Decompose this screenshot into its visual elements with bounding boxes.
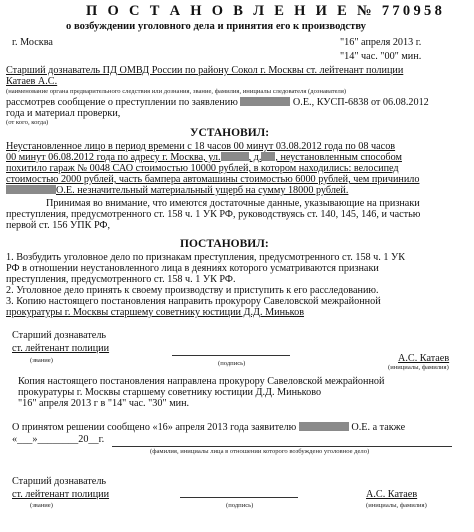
resolved-line-2: РФ в отношении неустановленного лица в деяниях которого усматриваются признаки [6, 263, 379, 274]
rank-caption-2: (звание) [30, 502, 53, 509]
name-caption: (инициалы, фамилия) [388, 364, 449, 371]
redaction-block [6, 185, 56, 194]
rank-caption: (звание) [30, 357, 53, 364]
established-line-4: стоимостью 2000 рублей, часть бампера автомашины стоимостью 6000 рублей, чем причинило [6, 174, 420, 185]
notified-date: «___»________20__г. [12, 434, 105, 445]
redaction-block [261, 152, 275, 161]
review-text: рассмотрев сообщение о преступлении по заявлению [6, 97, 238, 108]
review-line [6, 97, 429, 108]
signer-rank-2: ст. лейтенант полиции [12, 489, 110, 500]
redaction-block [221, 152, 249, 161]
notified-line [12, 422, 405, 433]
officer-name: Катаев А.С. [6, 76, 58, 87]
redaction-block [299, 422, 349, 431]
established-line-5 [6, 185, 348, 196]
document-date: "16" апреля 2013 г. [340, 37, 422, 48]
signature-line-2 [180, 497, 298, 498]
established-line-1: Неустановленное лицо в период времени с 18 часов 00 минут 03.08.2012 года по 08 часов [6, 141, 396, 152]
resolved-line-6: прокуратуры г. Москвы старшему советнику юстиции Д.Д. Миньков [6, 307, 305, 318]
signer-position: Старший дознаватель [12, 330, 107, 341]
officer-caption: (наименование органа предварительного следствия или дознания, звание, фамилия, инициалы следователя (дознавателя) [6, 88, 347, 95]
notified-caption: (фамилия, инициалы лица в отношении которого возбуждено уголовное дело) [150, 448, 370, 455]
address-text: 00 минут 06.08.2012 года по адресу г. Москва, ул. [6, 152, 221, 163]
signer-rank: ст. лейтенант полиции [12, 343, 110, 354]
document-subtitle: о возбуждении уголовного дела и принятия его к производству [66, 21, 366, 32]
resolved-line-3: преступления, предусмотренного ст. 158 ч. 1 УК РФ. [6, 274, 236, 285]
address-tail: , неустановленным способом [275, 152, 402, 163]
resolved-line-1: 1. Возбудить уголовное дело по признакам преступления, предусмотренного ст. 158 ч. 1 УК [6, 252, 406, 263]
officer-line: Старший дознаватель ПД ОМВД России по району Сокол г. Москвы ст. лейтенант полиции [6, 65, 404, 76]
considering-line-3: первой ст. 156 УПК РФ, [6, 220, 111, 231]
name-caption-2: (инициалы, фамилия) [366, 502, 427, 509]
notified-text: О принятом решении сообщено «16» апреля 2013 года заявителю [12, 422, 297, 433]
copy-text: Копия настоящего постановления направлена прокурору Савеловской межрайонной [18, 376, 385, 387]
copy-line-3: "16" апреля 2013 г в "14" час. "30" мин. [18, 398, 190, 409]
signer-name: А.С. Катаев [398, 353, 450, 364]
signer-name-2: А.С. Катаев [366, 489, 418, 500]
resolved-line-5: 3. Копию настоящего постановления направить прокурору Савеловской межрайонной [6, 296, 381, 307]
signature-line [172, 355, 290, 356]
resolved-heading: ПОСТАНОВИЛ: [180, 238, 269, 250]
considering-line-2: преступления, предусмотренного ст. 158 ч. 1 УК РФ, руководствуясь ст. 140, 145, 146, и частью [6, 209, 421, 220]
review-material: года и материал проверки, [6, 108, 121, 119]
copy-line-2: прокуратуры г. Москвы старшему советнику юстиции Д.Д. Миньково [18, 387, 322, 398]
review-ref: О.Е., КУСП-6838 от 06.08.2012 [292, 97, 429, 108]
damage-text: О.Е. незначительный материальный ущерб на сумму 18000 рублей. [56, 185, 349, 196]
review-caption: (от кого, когда) [6, 119, 49, 126]
address-house: , д. [248, 152, 262, 163]
copy-line-1 [18, 376, 384, 387]
notified-name: О.Е. а также [351, 422, 406, 433]
established-line-2 [6, 152, 402, 163]
resolved-line-4: 2. Уголовное дело принять к своему производству и приступить к его расследованию. [6, 285, 379, 296]
redaction-block [240, 97, 290, 106]
document-title: П О С Т А Н О В Л Е Н И Е № 770958 [86, 3, 446, 19]
established-heading: УСТАНОВИЛ: [190, 127, 270, 139]
established-line-3: похитило гараж № 0048 САО стоимостью 10000 рублей, в котором находились: велосипед [6, 163, 399, 174]
considering-line-1: Принимая во внимание, что имеются достаточные данные, указывающие на признаки [46, 198, 420, 209]
signature-caption-2: (подпись) [226, 502, 254, 509]
city: г. Москва [12, 37, 53, 48]
signature-caption: (подпись) [218, 360, 246, 367]
signer-position-2: Старший дознаватель [12, 476, 107, 487]
notified-blank-line [112, 446, 452, 447]
document-time: "14" час. "00" мин. [340, 51, 422, 62]
